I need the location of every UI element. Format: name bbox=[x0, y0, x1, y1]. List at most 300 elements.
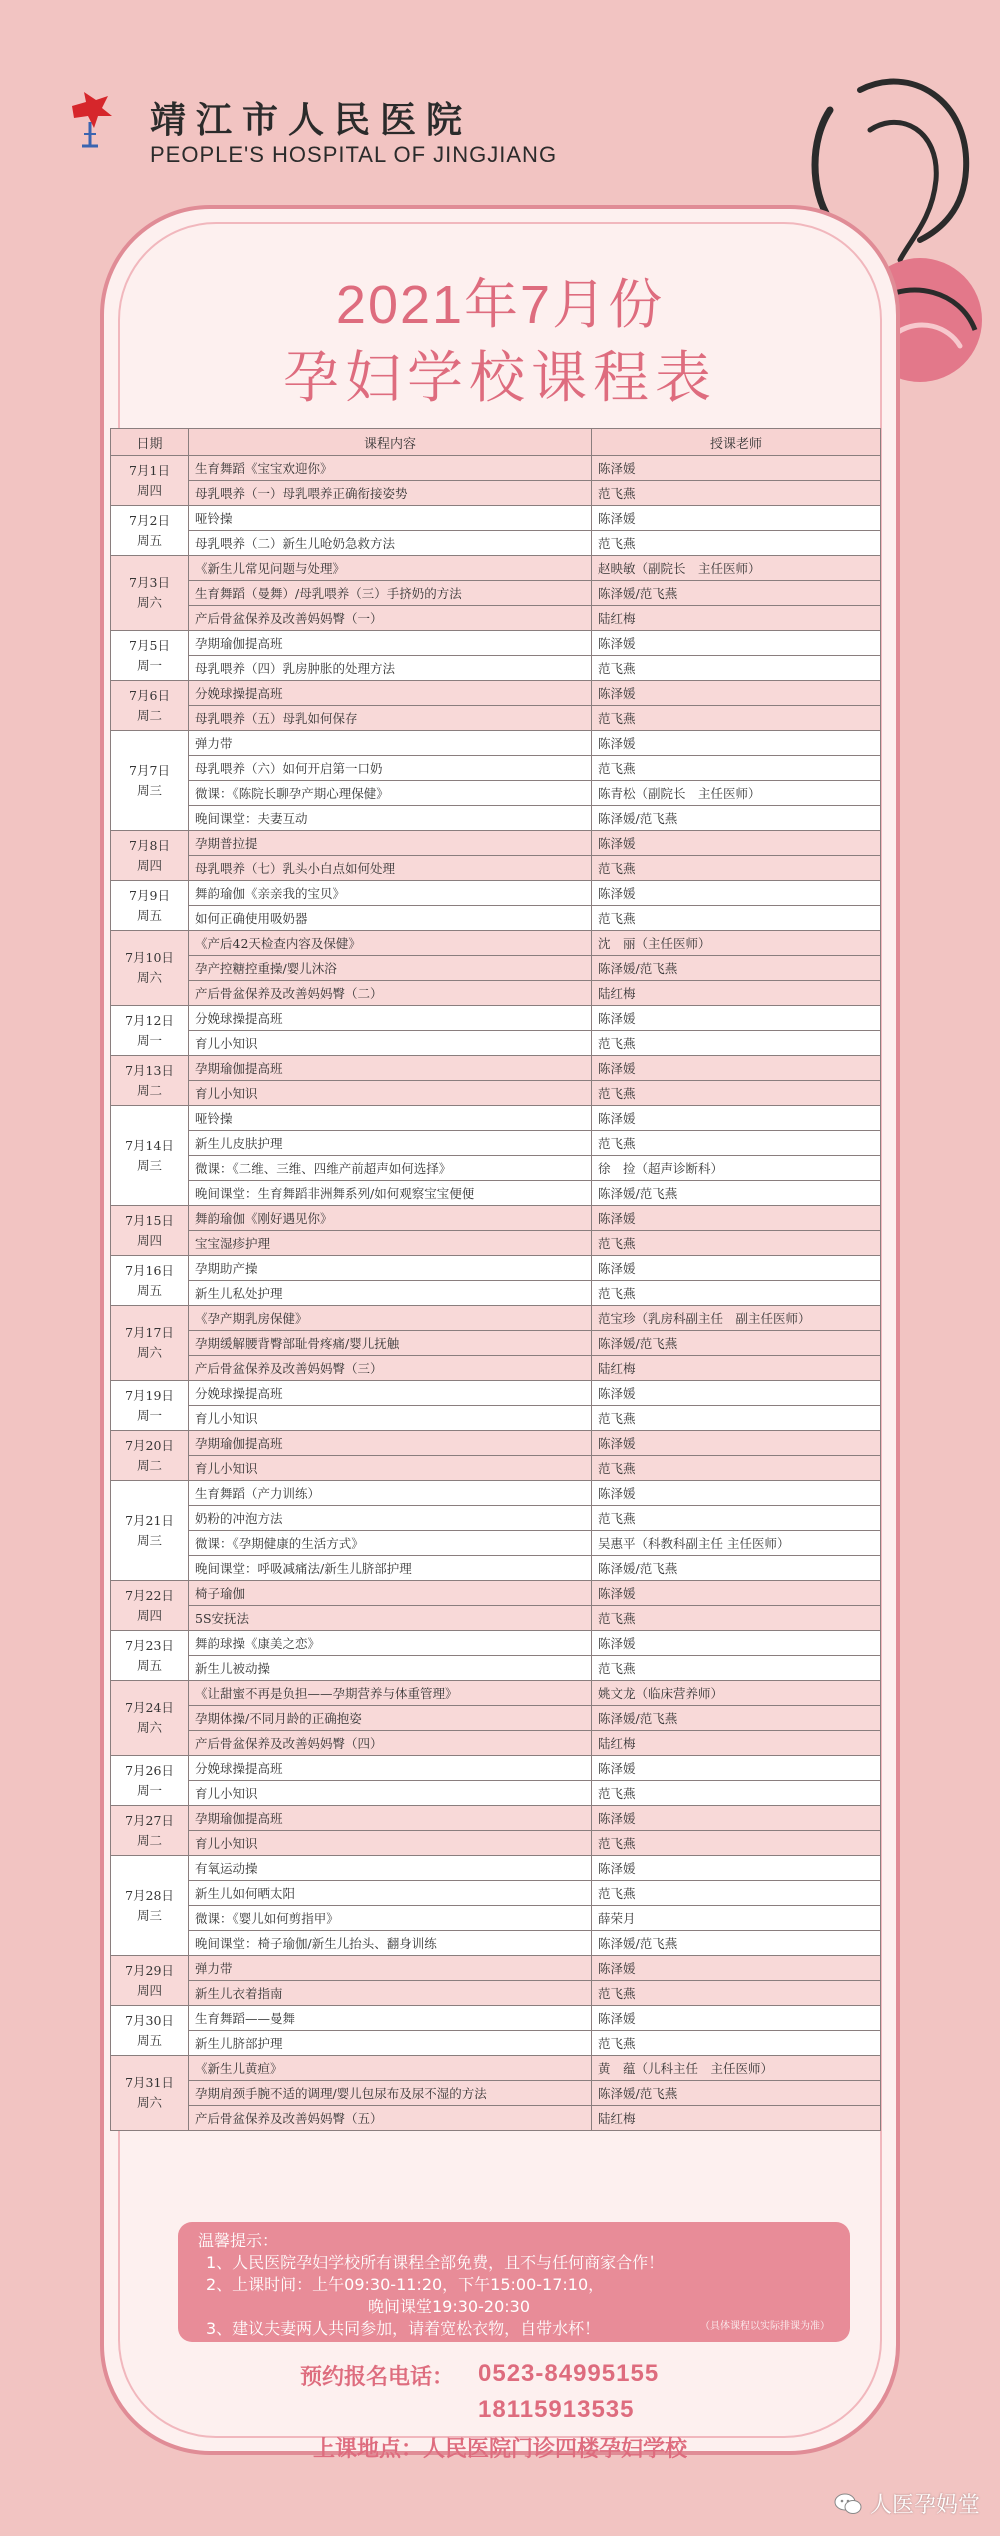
teacher-cell: 陈泽媛 bbox=[592, 1006, 881, 1031]
teacher-cell: 范飞燕 bbox=[592, 1131, 881, 1156]
table-header-row bbox=[111, 429, 881, 456]
teacher-cell: 范飞燕 bbox=[592, 1781, 881, 1806]
teacher-cell: 陈泽媛/范飞燕 bbox=[592, 1181, 881, 1206]
date-cell bbox=[111, 1756, 189, 1806]
table-row bbox=[111, 781, 881, 806]
course-cell: 育儿小知识 bbox=[189, 1456, 592, 1481]
date-cell bbox=[111, 931, 189, 1006]
weekday-text: 周六 bbox=[136, 2095, 162, 2110]
course-cell: 新生儿私处护理 bbox=[189, 1281, 592, 1306]
course-cell: 哑铃操 bbox=[189, 1106, 592, 1131]
date-cell bbox=[111, 1106, 189, 1206]
teacher-cell: 陈泽媛 bbox=[592, 1581, 881, 1606]
date-text: 7月2日 bbox=[129, 512, 170, 528]
hospital-logo-icon bbox=[66, 88, 118, 150]
course-cell: 孕期普拉提 bbox=[189, 831, 592, 856]
teacher-cell: 陈泽媛/范飞燕 bbox=[592, 956, 881, 981]
table-row bbox=[111, 1106, 881, 1131]
course-cell: 奶粉的冲泡方法 bbox=[189, 1506, 592, 1531]
date-text: 7月21日 bbox=[125, 1512, 174, 1528]
table-row bbox=[111, 1806, 881, 1831]
teacher-cell: 赵映敏（副院长 主任医师） bbox=[592, 556, 881, 581]
course-cell: 孕期瑜伽提高班 bbox=[189, 1806, 592, 1831]
course-cell: 母乳喂养（六）如何开启第一口奶 bbox=[189, 756, 592, 781]
course-cell: 产后骨盆保养及改善妈妈臀（二） bbox=[189, 981, 592, 1006]
teacher-cell: 范飞燕 bbox=[592, 656, 881, 681]
course-cell: 弹力带 bbox=[189, 1956, 592, 1981]
course-cell: 母乳喂养（七）乳头小白点如何处理 bbox=[189, 856, 592, 881]
weekday-text: 周一 bbox=[136, 1407, 162, 1423]
teacher-cell: 陈泽媛 bbox=[592, 1056, 881, 1081]
date-cell bbox=[111, 2056, 189, 2131]
course-cell: 如何正确使用吸奶器 bbox=[189, 906, 592, 931]
course-cell: 有氧运动操 bbox=[189, 1856, 592, 1881]
course-cell: 生育舞蹈——曼舞 bbox=[189, 2006, 592, 2031]
weekday-text: 周六 bbox=[136, 1345, 162, 1360]
course-cell: 生育舞蹈（曼舞）/母乳喂养（三）手挤奶的方法 bbox=[189, 581, 592, 606]
table-row bbox=[111, 1306, 881, 1331]
tips-note: （具体课程以实际排课为准） bbox=[700, 2321, 830, 2332]
date-text: 7月13日 bbox=[125, 1062, 174, 1078]
table-row bbox=[111, 1756, 881, 1781]
teacher-cell: 陈泽媛/范飞燕 bbox=[592, 2081, 881, 2106]
course-cell: 产后骨盆保养及改善妈妈臀（五） bbox=[189, 2106, 592, 2131]
course-cell: 舞韵球操《康美之恋》 bbox=[189, 1631, 592, 1656]
class-location: 上课地点：人民医院门诊四楼孕妇学校 bbox=[312, 2437, 687, 2462]
weekday-text: 周四 bbox=[136, 482, 162, 498]
tip-line-2: 2、上课时间：上午09:30-11:20，下午15:00-17:10， bbox=[206, 2275, 605, 2294]
page-title: 孕妇学校课程表 bbox=[283, 346, 717, 411]
header-date: 日期 bbox=[111, 429, 189, 456]
course-cell: 微课：《孕期健康的生活方式》 bbox=[189, 1531, 592, 1556]
teacher-cell: 陈泽媛 bbox=[592, 1206, 881, 1231]
date-text: 7月14日 bbox=[125, 1137, 174, 1153]
teacher-cell: 范飞燕 bbox=[592, 706, 881, 731]
course-cell: 弹力带 bbox=[189, 731, 592, 756]
weekday-text: 周四 bbox=[136, 1607, 162, 1623]
weekday-text: 周二 bbox=[136, 1832, 162, 1848]
weekday-text: 周六 bbox=[136, 970, 162, 985]
table-row bbox=[111, 1131, 881, 1156]
date-text: 7月31日 bbox=[125, 2075, 174, 2090]
weekday-text: 周五 bbox=[136, 1657, 162, 1673]
date-text: 7月15日 bbox=[125, 1212, 174, 1228]
course-cell: 分娩球操提高班 bbox=[189, 681, 592, 706]
schedule-table bbox=[110, 428, 881, 2131]
date-cell bbox=[111, 1306, 189, 1381]
teacher-cell: 黄 蕴（儿科主任 主任医师） bbox=[592, 2056, 881, 2081]
date-cell bbox=[111, 556, 189, 631]
teacher-cell: 范飞燕 bbox=[592, 1456, 881, 1481]
date-cell bbox=[111, 1206, 189, 1256]
phone-number-2[interactable]: 18115913535 bbox=[478, 2396, 635, 2423]
teacher-cell: 薛荣月 bbox=[592, 1906, 881, 1931]
date-cell bbox=[111, 1956, 189, 2006]
teacher-cell: 陈泽媛 bbox=[592, 1756, 881, 1781]
course-cell: 生育舞蹈《宝宝欢迎你》 bbox=[189, 456, 592, 481]
header-course: 课程内容 bbox=[189, 429, 592, 456]
date-cell bbox=[111, 506, 189, 556]
course-cell: 5S安抚法 bbox=[189, 1606, 592, 1631]
teacher-cell: 范飞燕 bbox=[592, 1031, 881, 1056]
weekday-text: 周五 bbox=[136, 532, 162, 548]
teacher-cell: 陈泽媛 bbox=[592, 731, 881, 756]
weekday-text: 周三 bbox=[136, 1907, 162, 1923]
teacher-cell: 陈泽媛/范飞燕 bbox=[592, 1331, 881, 1356]
teacher-cell: 姚文龙（临床营养师） bbox=[592, 1681, 881, 1706]
teacher-cell: 陈泽媛 bbox=[592, 1956, 881, 1981]
table-row bbox=[111, 956, 881, 981]
table-row bbox=[111, 631, 881, 656]
table-row bbox=[111, 2106, 881, 2131]
teacher-cell: 范飞燕 bbox=[592, 1281, 881, 1306]
teacher-cell: 陈泽媛/范飞燕 bbox=[592, 1706, 881, 1731]
teacher-cell: 范飞燕 bbox=[592, 1406, 881, 1431]
table-row bbox=[111, 456, 881, 481]
teacher-cell: 范飞燕 bbox=[592, 1081, 881, 1106]
teacher-cell: 陈泽媛 bbox=[592, 1481, 881, 1506]
course-cell: 微课：《婴儿如何剪指甲》 bbox=[189, 1906, 592, 1931]
course-cell: 椅子瑜伽 bbox=[189, 1581, 592, 1606]
table-row bbox=[111, 681, 881, 706]
tip-line-4: 3、建议夫妻两人共同参加，请着宽松衣物，自带水杯！ bbox=[206, 2319, 601, 2338]
table-row bbox=[111, 1156, 881, 1181]
table-row bbox=[111, 1606, 881, 1631]
table-row bbox=[111, 1056, 881, 1081]
weekday-text: 周二 bbox=[136, 707, 162, 723]
teacher-cell: 陈泽媛/范飞燕 bbox=[592, 581, 881, 606]
table-row bbox=[111, 1781, 881, 1806]
course-cell: 孕产控糖控重操/婴儿沐浴 bbox=[189, 956, 592, 981]
table-row bbox=[111, 706, 881, 731]
teacher-cell: 陈泽媛 bbox=[592, 1381, 881, 1406]
course-cell: 《产后42天检查内容及保健》 bbox=[189, 931, 592, 956]
phone-label: 预约报名电话： bbox=[300, 2365, 455, 2390]
table-row bbox=[111, 1406, 881, 1431]
table-row bbox=[111, 806, 881, 831]
teacher-cell: 范飞燕 bbox=[592, 906, 881, 931]
date-text: 7月7日 bbox=[129, 762, 170, 778]
date-text: 7月22日 bbox=[125, 1587, 174, 1603]
course-cell: 宝宝湿疹护理 bbox=[189, 1231, 592, 1256]
teacher-cell: 陈泽媛 bbox=[592, 1806, 881, 1831]
date-text: 7月16日 bbox=[125, 1262, 174, 1278]
table-row bbox=[111, 1981, 881, 2006]
teacher-cell: 陈泽媛 bbox=[592, 881, 881, 906]
table-row bbox=[111, 2081, 881, 2106]
teacher-cell: 陈泽媛 bbox=[592, 2006, 881, 2031]
table-row bbox=[111, 1031, 881, 1056]
table-row bbox=[111, 1231, 881, 1256]
table-row bbox=[111, 831, 881, 856]
date-text: 7月30日 bbox=[125, 2012, 174, 2028]
course-cell: 孕期体操/不同月龄的正确抱姿 bbox=[189, 1706, 592, 1731]
course-cell: 育儿小知识 bbox=[189, 1781, 592, 1806]
table-row bbox=[111, 1881, 881, 1906]
date-text: 7月17日 bbox=[125, 1325, 174, 1340]
table-row bbox=[111, 1206, 881, 1231]
date-text: 7月8日 bbox=[129, 837, 170, 853]
course-cell: 孕期瑜伽提高班 bbox=[189, 1056, 592, 1081]
date-cell bbox=[111, 1006, 189, 1056]
table-row bbox=[111, 1681, 881, 1706]
weekday-text: 周六 bbox=[136, 595, 162, 610]
teacher-cell: 陈泽媛 bbox=[592, 1256, 881, 1281]
table-row bbox=[111, 881, 881, 906]
date-cell bbox=[111, 1431, 189, 1481]
course-cell: 孕期瑜伽提高班 bbox=[189, 1431, 592, 1456]
course-cell: 分娩球操提高班 bbox=[189, 1381, 592, 1406]
course-cell: 育儿小知识 bbox=[189, 1031, 592, 1056]
table-row bbox=[111, 1581, 881, 1606]
teacher-cell: 陈泽媛/范飞燕 bbox=[592, 1931, 881, 1956]
course-cell: 母乳喂养（四）乳房肿胀的处理方法 bbox=[189, 656, 592, 681]
course-cell: 晚间课堂：生育舞蹈非洲舞系列/如何观察宝宝便便 bbox=[189, 1181, 592, 1206]
weekday-text: 周五 bbox=[136, 1282, 162, 1298]
course-cell: 产后骨盆保养及改善妈妈臀（三） bbox=[189, 1356, 592, 1381]
table-row bbox=[111, 1956, 881, 1981]
date-text: 7月5日 bbox=[129, 637, 170, 653]
teacher-cell: 范飞燕 bbox=[592, 481, 881, 506]
date-cell bbox=[111, 1806, 189, 1856]
course-cell: 母乳喂养（一）母乳喂养正确衔接姿势 bbox=[189, 481, 592, 506]
weekday-text: 周四 bbox=[136, 1232, 162, 1248]
teacher-cell: 范飞燕 bbox=[592, 856, 881, 881]
date-cell bbox=[111, 1681, 189, 1756]
table-row bbox=[111, 756, 881, 781]
date-cell bbox=[111, 1256, 189, 1306]
teacher-cell: 陈泽媛 bbox=[592, 681, 881, 706]
teacher-cell: 陆红梅 bbox=[592, 2106, 881, 2131]
course-cell: 母乳喂养（五）母乳如何保存 bbox=[189, 706, 592, 731]
course-cell: 《新生儿黄疸》 bbox=[189, 2056, 592, 2081]
date-cell bbox=[111, 456, 189, 506]
table-row bbox=[111, 856, 881, 881]
teacher-cell: 范飞燕 bbox=[592, 2031, 881, 2056]
course-cell: 《新生儿常见问题与处理》 bbox=[189, 556, 592, 581]
date-text: 7月1日 bbox=[129, 462, 170, 478]
course-cell: 产后骨盆保养及改善妈妈臀（一） bbox=[189, 606, 592, 631]
teacher-cell: 范飞燕 bbox=[592, 1656, 881, 1681]
course-cell: 产后骨盆保养及改善妈妈臀（四） bbox=[189, 1731, 592, 1756]
teacher-cell: 吴惠平（科教科副主任 主任医师） bbox=[592, 1531, 881, 1556]
hospital-name-cn: 靖江市人民医院 bbox=[150, 99, 473, 141]
course-cell: 新生儿被动操 bbox=[189, 1656, 592, 1681]
date-text: 7月3日 bbox=[129, 575, 170, 590]
teacher-cell: 徐 捡（超声诊断科） bbox=[592, 1156, 881, 1181]
table-row bbox=[111, 481, 881, 506]
weekday-text: 周一 bbox=[136, 1032, 162, 1048]
table-row bbox=[111, 2006, 881, 2031]
table-row bbox=[111, 1431, 881, 1456]
course-cell: 舞韵瑜伽《亲亲我的宝贝》 bbox=[189, 881, 592, 906]
teacher-cell: 范飞燕 bbox=[592, 1881, 881, 1906]
teacher-cell: 范飞燕 bbox=[592, 1981, 881, 2006]
date-cell bbox=[111, 2006, 189, 2056]
teacher-cell: 陆红梅 bbox=[592, 1356, 881, 1381]
table-row bbox=[111, 1656, 881, 1681]
course-cell: 微课：《陈院长聊孕产期心理保健》 bbox=[189, 781, 592, 806]
date-text: 7月19日 bbox=[125, 1387, 174, 1403]
teacher-cell: 范飞燕 bbox=[592, 1506, 881, 1531]
watermark bbox=[834, 2488, 980, 2519]
teacher-cell: 陆红梅 bbox=[592, 981, 881, 1006]
course-cell: 《孕产期乳房保健》 bbox=[189, 1306, 592, 1331]
phone-number-1[interactable]: 0523-84995155 bbox=[478, 2360, 660, 2387]
course-cell: 孕期肩颈手腕不适的调理/婴儿包尿布及尿不湿的方法 bbox=[189, 2081, 592, 2106]
teacher-cell: 范飞燕 bbox=[592, 1831, 881, 1856]
date-cell bbox=[111, 1581, 189, 1631]
table-row bbox=[111, 906, 881, 931]
table-row bbox=[111, 731, 881, 756]
date-text: 7月26日 bbox=[125, 1762, 174, 1778]
course-cell: 孕期缓解腰背臀部耻骨疼痛/婴儿抚触 bbox=[189, 1331, 592, 1356]
date-cell bbox=[111, 1631, 189, 1681]
date-cell bbox=[111, 831, 189, 881]
date-text: 7月27日 bbox=[125, 1812, 174, 1828]
table-row bbox=[111, 531, 881, 556]
weekday-text: 周一 bbox=[136, 1782, 162, 1798]
tip-line-1: 1、人民医院孕妇学校所有课程全部免费，且不与任何商家合作！ bbox=[206, 2253, 665, 2272]
tips-box bbox=[178, 2222, 850, 2342]
course-cell: 舞韵瑜伽《刚好遇见你》 bbox=[189, 1206, 592, 1231]
date-text: 7月10日 bbox=[125, 950, 174, 965]
weekday-text: 周四 bbox=[136, 857, 162, 873]
table-row bbox=[111, 931, 881, 956]
tips-title: 温馨提示： bbox=[198, 2231, 279, 2250]
course-cell: 母乳喂养（二）新生儿呛奶急救方法 bbox=[189, 531, 592, 556]
weekday-text: 周五 bbox=[136, 2032, 162, 2048]
watermark-text: 人医孕妈堂 bbox=[869, 2493, 980, 2518]
table-row bbox=[111, 1931, 881, 1956]
table-row bbox=[111, 1831, 881, 1856]
teacher-cell: 沈 丽（主任医师） bbox=[592, 931, 881, 956]
date-cell bbox=[111, 1856, 189, 1956]
table-row bbox=[111, 1256, 881, 1281]
course-cell: 育儿小知识 bbox=[189, 1406, 592, 1431]
teacher-cell: 范宝珍（乳房科副主任 副主任医师） bbox=[592, 1306, 881, 1331]
table-row bbox=[111, 1281, 881, 1306]
teacher-cell: 陈泽媛 bbox=[592, 831, 881, 856]
table-row bbox=[111, 1731, 881, 1756]
table-row bbox=[111, 1506, 881, 1531]
date-text: 7月28日 bbox=[125, 1887, 174, 1903]
teacher-cell: 陈泽媛 bbox=[592, 1431, 881, 1456]
wechat-icon bbox=[834, 2493, 862, 2515]
date-text: 7月9日 bbox=[129, 887, 170, 903]
table-row bbox=[111, 1556, 881, 1581]
date-cell bbox=[111, 631, 189, 681]
table-row bbox=[111, 981, 881, 1006]
schedule-body bbox=[111, 456, 881, 2131]
table-row bbox=[111, 1481, 881, 1506]
course-cell: 新生儿衣着指南 bbox=[189, 1981, 592, 2006]
weekday-text: 周二 bbox=[136, 1457, 162, 1473]
course-cell: 生育舞蹈（产力训练） bbox=[189, 1481, 592, 1506]
date-text: 7月23日 bbox=[125, 1637, 174, 1653]
weekday-text: 周二 bbox=[136, 1082, 162, 1098]
date-cell bbox=[111, 1381, 189, 1431]
header-teacher: 授课老师 bbox=[592, 429, 881, 456]
teacher-cell: 陈泽媛 bbox=[592, 506, 881, 531]
weekday-text: 周三 bbox=[136, 1157, 162, 1173]
table-row bbox=[111, 1356, 881, 1381]
teacher-cell: 陈泽媛/范飞燕 bbox=[592, 806, 881, 831]
teacher-cell: 陈泽媛 bbox=[592, 1631, 881, 1656]
date-text: 7月24日 bbox=[125, 1700, 174, 1715]
course-cell: 晚间课堂：呼吸减痛法/新生儿脐部护理 bbox=[189, 1556, 592, 1581]
table-row bbox=[111, 1531, 881, 1556]
course-cell: 新生儿脐部护理 bbox=[189, 2031, 592, 2056]
weekday-text: 周一 bbox=[136, 657, 162, 673]
course-cell: 孕期瑜伽提高班 bbox=[189, 631, 592, 656]
teacher-cell: 陈泽媛/范飞燕 bbox=[592, 1556, 881, 1581]
hospital-name-en: PEOPLE'S HOSPITAL OF JINGJIANG bbox=[150, 142, 558, 167]
date-cell bbox=[111, 681, 189, 731]
table-row bbox=[111, 1856, 881, 1881]
weekday-text: 周三 bbox=[136, 782, 162, 798]
table-row bbox=[111, 581, 881, 606]
date-cell bbox=[111, 1056, 189, 1106]
page-subtitle: 2021年7月份 bbox=[335, 275, 665, 335]
date-cell bbox=[111, 1481, 189, 1581]
course-cell: 《让甜蜜不再是负担——孕期营养与体重管理》 bbox=[189, 1681, 592, 1706]
date-text: 7月29日 bbox=[125, 1962, 174, 1978]
course-cell: 微课：《二维、三维、四维产前超声如何选择》 bbox=[189, 1156, 592, 1181]
course-cell: 新生儿皮肤护理 bbox=[189, 1131, 592, 1156]
table-row bbox=[111, 556, 881, 581]
teacher-cell: 陈泽媛 bbox=[592, 456, 881, 481]
weekday-text: 周六 bbox=[136, 1720, 162, 1735]
course-cell: 晚间课堂：夫妻互动 bbox=[189, 806, 592, 831]
teacher-cell: 陈泽媛 bbox=[592, 631, 881, 656]
table-row bbox=[111, 1331, 881, 1356]
course-cell: 育儿小知识 bbox=[189, 1081, 592, 1106]
table-row bbox=[111, 2056, 881, 2081]
course-cell: 孕期助产操 bbox=[189, 1256, 592, 1281]
teacher-cell: 陈泽媛 bbox=[592, 1856, 881, 1881]
table-row bbox=[111, 606, 881, 631]
teacher-cell: 陈青松（副院长 主任医师） bbox=[592, 781, 881, 806]
table-row bbox=[111, 1906, 881, 1931]
teacher-cell: 陈泽媛 bbox=[592, 1106, 881, 1131]
course-cell: 分娩球操提高班 bbox=[189, 1006, 592, 1031]
date-cell bbox=[111, 881, 189, 931]
table-row bbox=[111, 1456, 881, 1481]
table-row bbox=[111, 506, 881, 531]
teacher-cell: 范飞燕 bbox=[592, 756, 881, 781]
teacher-cell: 范飞燕 bbox=[592, 1231, 881, 1256]
teacher-cell: 陆红梅 bbox=[592, 606, 881, 631]
date-cell bbox=[111, 731, 189, 831]
weekday-text: 周五 bbox=[136, 907, 162, 923]
weekday-text: 周四 bbox=[136, 1982, 162, 1998]
table-row bbox=[111, 1381, 881, 1406]
table-row bbox=[111, 656, 881, 681]
table-row bbox=[111, 1181, 881, 1206]
date-text: 7月20日 bbox=[125, 1437, 174, 1453]
course-cell: 新生儿如何晒太阳 bbox=[189, 1881, 592, 1906]
table-row bbox=[111, 1006, 881, 1031]
course-cell: 哑铃操 bbox=[189, 506, 592, 531]
date-text: 7月12日 bbox=[125, 1012, 174, 1028]
course-cell: 育儿小知识 bbox=[189, 1831, 592, 1856]
tip-line-3: 晚间课堂19:30-20:30 bbox=[368, 2297, 530, 2316]
table-row bbox=[111, 1631, 881, 1656]
weekday-text: 周三 bbox=[136, 1532, 162, 1548]
table-row bbox=[111, 1706, 881, 1731]
course-cell: 分娩球操提高班 bbox=[189, 1756, 592, 1781]
